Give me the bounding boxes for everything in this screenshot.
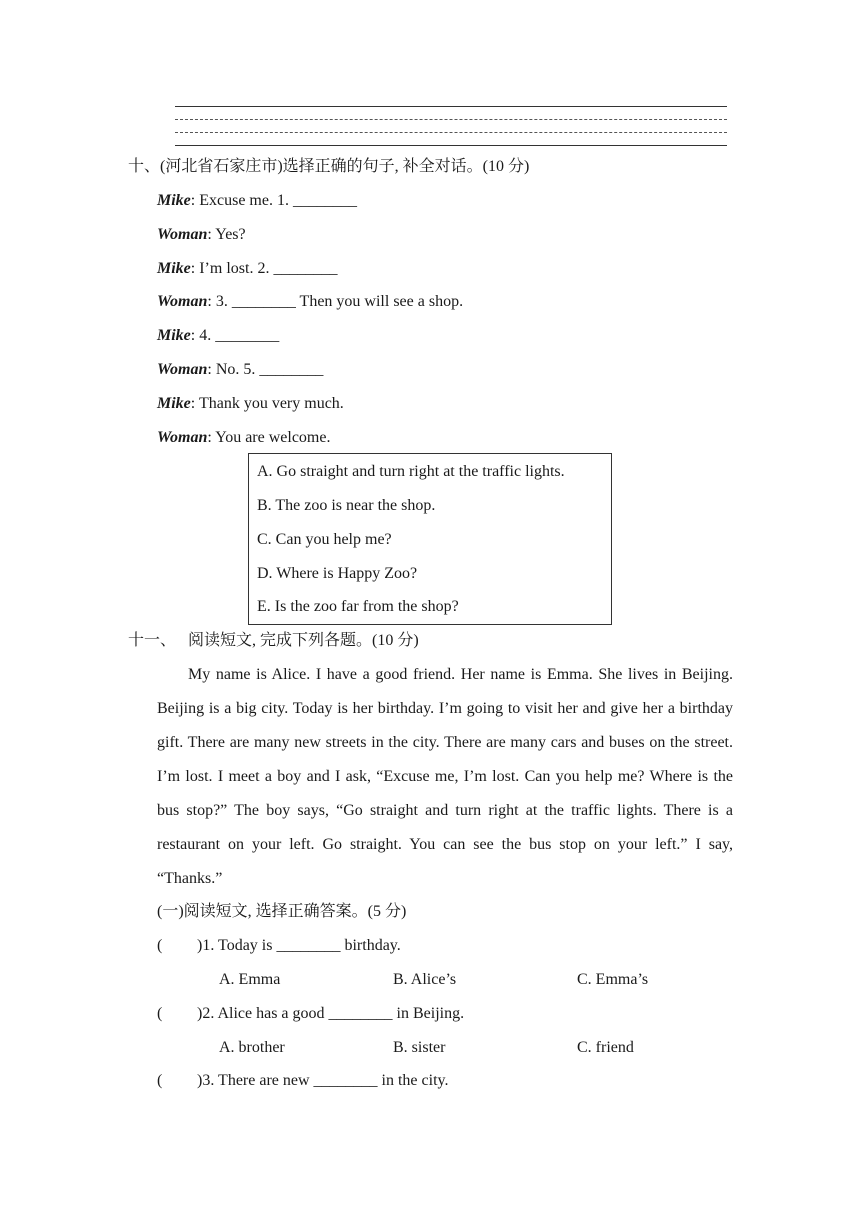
question-1-bracket[interactable]: ( <box>157 937 163 954</box>
writing-line-2[interactable] <box>175 119 727 120</box>
dialogue-line-2 <box>157 225 246 245</box>
option-d: D. Where is Happy Zoo? <box>257 565 418 582</box>
question-1-choice-b[interactable]: B. Alice’s <box>393 971 457 988</box>
part-1-header: (一)阅读短文, 选择正确答案。(5 分) <box>157 903 407 920</box>
writing-line-1[interactable] <box>175 106 727 107</box>
question-1-stem: )1. Today is ________ birthday. <box>197 937 401 954</box>
speaker-name: Mike <box>157 260 191 277</box>
question-2-choice-c[interactable]: C. friend <box>577 1039 634 1056</box>
speaker-name: Mike <box>157 395 191 412</box>
dialogue-text: : Excuse me. 1. ________ <box>190 192 357 209</box>
dialogue-line-4 <box>157 292 463 312</box>
question-2-stem: )2. Alice has a good ________ in Beijing. <box>197 1005 465 1022</box>
speaker-name: Mike <box>157 192 191 209</box>
option-c: C. Can you help me? <box>257 531 392 548</box>
speaker-name: Woman <box>157 361 208 378</box>
dialogue-line-1 <box>157 191 357 211</box>
option-a: A. Go straight and turn right at the traffic lights. <box>257 463 565 480</box>
dialogue-line-6 <box>157 360 323 380</box>
question-3-bracket[interactable]: ( <box>157 1072 163 1089</box>
dialogue-text: : No. 5. ________ <box>207 361 324 378</box>
dialogue-text: : You are welcome. <box>207 429 331 446</box>
section-11-header: 阅读短文, 完成下列各题。(10 分) <box>188 632 419 649</box>
speaker-name: Woman <box>157 226 208 243</box>
dialogue-text: : I’m lost. 2. ________ <box>190 260 338 277</box>
section-11-number: 十一、 <box>128 632 177 649</box>
option-e: E. Is the zoo far from the shop? <box>257 598 459 615</box>
dialogue-line-3 <box>157 259 337 279</box>
question-2-bracket[interactable]: ( <box>157 1005 163 1022</box>
dialogue-text: : 3. ________ Then you will see a shop. <box>207 293 464 310</box>
dialogue-text: : Yes? <box>207 226 246 243</box>
speaker-name: Woman <box>157 429 208 446</box>
dialogue-line-5 <box>157 326 279 346</box>
writing-line-4[interactable] <box>175 145 727 146</box>
section-10-header: 十、(河北省石家庄市)选择正确的句子, 补全对话。(10 分) <box>128 158 530 175</box>
question-1-choice-a[interactable]: A. Emma <box>219 971 281 988</box>
speaker-name: Woman <box>157 293 208 310</box>
reading-passage: My name is Alice. I have a good friend. Her name is Emma. She lives in Beijing. Beijing is a big city. Today is her birthday. I’m going to visit her and give her a birthday gift. There are many new streets in the city. There are many cars and buses on the street. I’m lost. I meet a boy and I ask, “Excuse me, I’m lost. Can you help me? Where is the bus stop?” The boy says, “Go straight and turn right at the traffic lights. There is a restaurant on your left. Go straight. You can see the bus stop on your left.” I say, “Thanks.” <box>157 666 733 887</box>
writing-line-3[interactable] <box>175 132 727 133</box>
dialogue-line-8 <box>157 428 330 448</box>
question-2-choice-a[interactable]: A. brother <box>219 1039 285 1056</box>
dialogue-text: : Thank you very much. <box>190 395 344 412</box>
option-b: B. The zoo is near the shop. <box>257 497 436 514</box>
question-3-stem: )3. There are new ________ in the city. <box>197 1072 449 1089</box>
dialogue-line-7 <box>157 394 344 414</box>
dialogue-text: : 4. ________ <box>190 327 280 344</box>
speaker-name: Mike <box>157 327 191 344</box>
question-1-choice-c[interactable]: C. Emma’s <box>577 971 649 988</box>
question-2-choice-b[interactable]: B. sister <box>393 1039 446 1056</box>
